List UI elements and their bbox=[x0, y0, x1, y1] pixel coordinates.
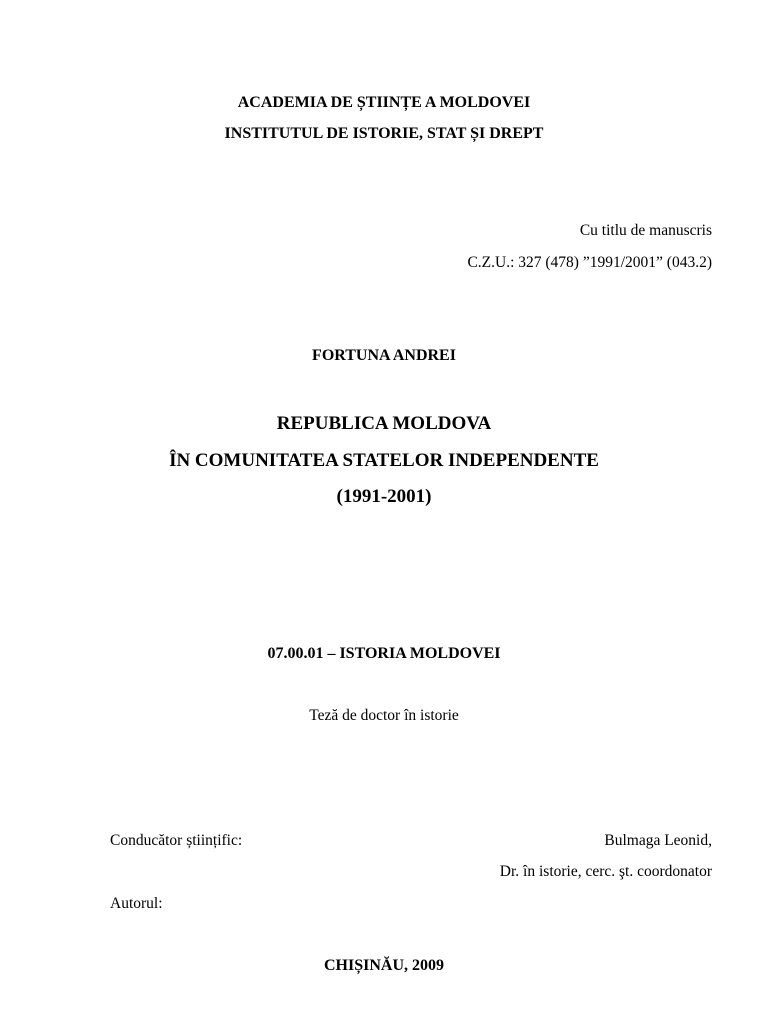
supervisor-name: Bulmaga Leonid, bbox=[604, 832, 712, 849]
institution-line-2: INSTITUTUL DE ISTORIE, STAT ȘI DREPT bbox=[224, 125, 544, 142]
specialty-code: 07.00.01 – ISTORIA MOLDOVEI bbox=[267, 645, 501, 662]
institution-line-1: ACADEMIA DE ȘTIINȚE A MOLDOVEI bbox=[237, 94, 531, 111]
thesis-title-line-2: ÎN COMUNITATEA STATELOR INDEPENDENTE bbox=[169, 450, 599, 471]
manuscript-note: Cu titlu de manuscris bbox=[579, 222, 712, 239]
czu-code: C.Z.U.: 327 (478) ”1991/2001” (043.2) bbox=[467, 254, 712, 271]
place-year: CHIȘINĂU, 2009 bbox=[323, 957, 444, 974]
thesis-type: Teză de doctor în istorie bbox=[309, 707, 459, 724]
supervisor-label: Conducător științific: bbox=[110, 832, 243, 849]
author-name: FORTUNA ANDREI bbox=[312, 347, 456, 364]
thesis-title-line-1: REPUBLICA MOLDOVA bbox=[276, 413, 492, 434]
thesis-title-line-3: (1991-2001) bbox=[336, 486, 432, 507]
supervisor-credentials: Dr. în istorie, cerc. şt. coordonator bbox=[499, 863, 712, 880]
author-label: Autorul: bbox=[110, 895, 163, 912]
